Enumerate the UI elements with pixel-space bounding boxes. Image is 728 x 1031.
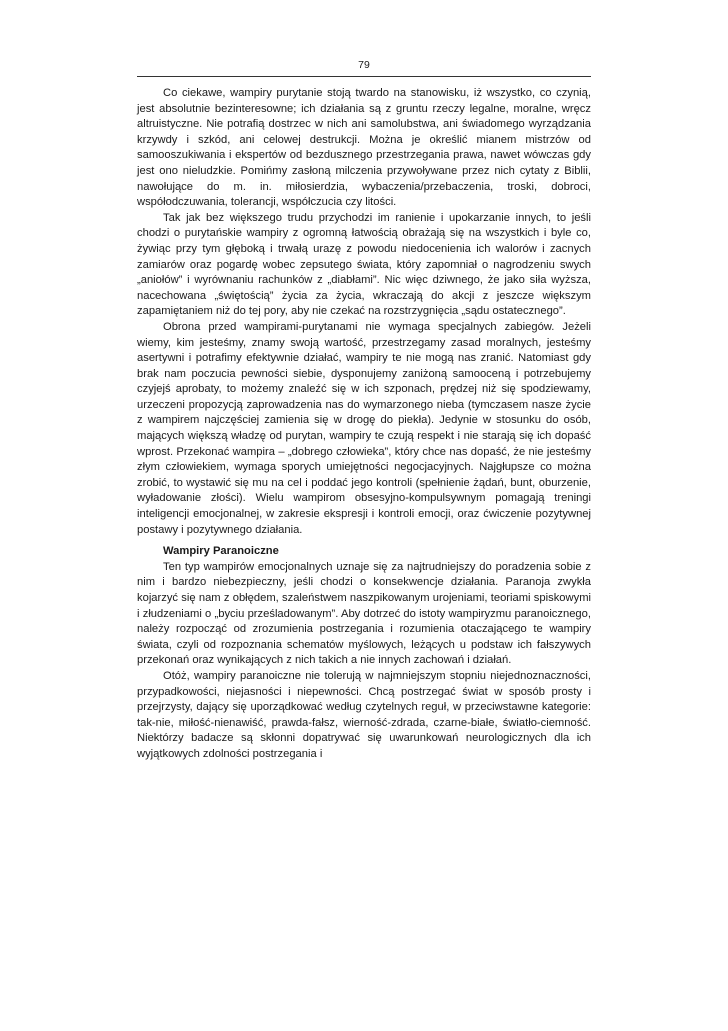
paragraph-4: Ten typ wampirów emocjonalnych uznaje się za najtrudniejszy do poradzenia sobie z nim i bardzo niebezpieczny, jeśli chodzi o konsekwencje działania. Paranoja zwykła kojarzyć się nam z obłędem, szaleństwem naszpikowanym urojeniami, teoriami spiskowymi i złudzeniami o „byciu prześladowanym”. Aby dotrzeć do istoty wampiryzmu paranoicznego, należy rozpocząć od zrozumienia postrzegania i rozumienia otaczającego te wampiry świata, czyli od rozpoznania schematów myślowych, leżących u podstaw ich fałszywych przekonań oraz wynikających z nich takich a nie innych zachowań i działań. [137,560,591,667]
paragraph-1: Co ciekawe, wampiry purytanie stoją twardo na stanowisku, iż wszystko, co czynią, jest absolutnie bezinteresowne; ich działania są z gruntu rzeczy legalne, moralne, wręcz altruistyczne. Nie potrafią dostrzec w nich ani samolubstwa, ani świadomego wyrządzania krzywdy i szkód, ani celowej destrukcji. Można je określić mianem mistrzów od samooszukiwania i ekspertów od bezdusznego przestrzegania prawa, nawet wówczas gdy jest ono nieludzkie. Pomińmy zasłoną milczenia przywoływane przez nich cytaty z Biblii, nawołujące do m. in. miłosierdzia, wybaczenia/przebaczenia, troski, dobroci, współodczuwania, tolerancji, współczucia czy litości. [137,87,591,209]
page-number: 79 [358,59,370,71]
header-rule [137,76,591,77]
section-heading: Wampiry Paranoiczne [163,545,279,558]
paragraph-3: Obrona przed wampirami-purytanami nie wymaga specjalnych zabiegów. Jeżeli wiemy, kim jesteśmy, znamy swoją wartość, przestrzegamy zasad moralnych, jesteśmy asertywni i potrafimy efektywnie działać, wampiry te nie mogą nas zranić. Natomiast gdy brak nam poczucia pewności siebie, dysponujemy zaniżoną samooceną i potrzebujemy czyjejś aprobaty, to możemy znaleźć się w ich szponach, prędzej niż się spodziewamy, urzeczeni propozycją zaprowadzenia nas do wymarzonego nieba (tymczasem nasze życie z wampirem najczęściej zamienia się w drogę do piekła). Jedynie w stosunku do osób, mających większą władzę od purytan, wampiry te czują respekt i nie starają się ich dopaść wprost. Przekonać wampira – „dobrego człowieka”, który chce nas dopaść, że nie jesteśmy złym człowiekiem, wymaga sporych umiejętności negocjacyjnych. Najgłupsze co można zrobić, to wystawić się mu na cel i poddać jego kontroli (spełnienie żądań, bunt, oburzenie, wyładowanie złości). Wielu wampirom obsesyjno-kompulsywnym pomagają treningi inteligencji emocjonalnej, w zakresie ekspresji i kontroli emocji, oraz ćwiczenie pozytywnej postawy i pozytywnego działania. [137,320,591,536]
paragraph-5: Otóż, wampiry paranoiczne nie tolerują w najmniejszym stopniu niejednoznaczności, przypadkowości, niejasności i niepewności. Chcą postrzegać świat w sposób prosty i przejrzysty, dający się uporządkować według czytelnych reguł, w przeciwstawne kategorie: tak-nie, miłość-nienawiść, prawda-fałsz, wierność-zdrada, czarne-białe, światło-ciemność. Niektórzy badacze są skłonni dopatrywać się uwarunkowań neurologicznych dla ich wyjątkowych zdolności postrzegania i [137,669,591,760]
paragraph-2: Tak jak bez większego trudu przychodzi im ranienie i upokarzanie innych, to jeśli chodzi o purytańskie wampiry z ogromną łatwością obrażają się na wszystkich i byle co, żywiąc przy tym głęboką i trwałą urazę z powodu niedocenienia ich walorów i zacnych zamiarów oraz pogardę wobec zepsutego świata, który zapomniał o nagrodzeniu swych „aniołów” i wyrównaniu rachunków z „diabłami”. Nic więc dziwnego, że jako siła wyższa, nacechowana „świętością” życia za życia, wkraczają do akcji z jeszcze większym zapamiętaniem niż do tej pory, aby nie czekać na rozstrzygnięcia „sądu ostatecznego”. [137,211,591,318]
body-text [137,86,591,763]
